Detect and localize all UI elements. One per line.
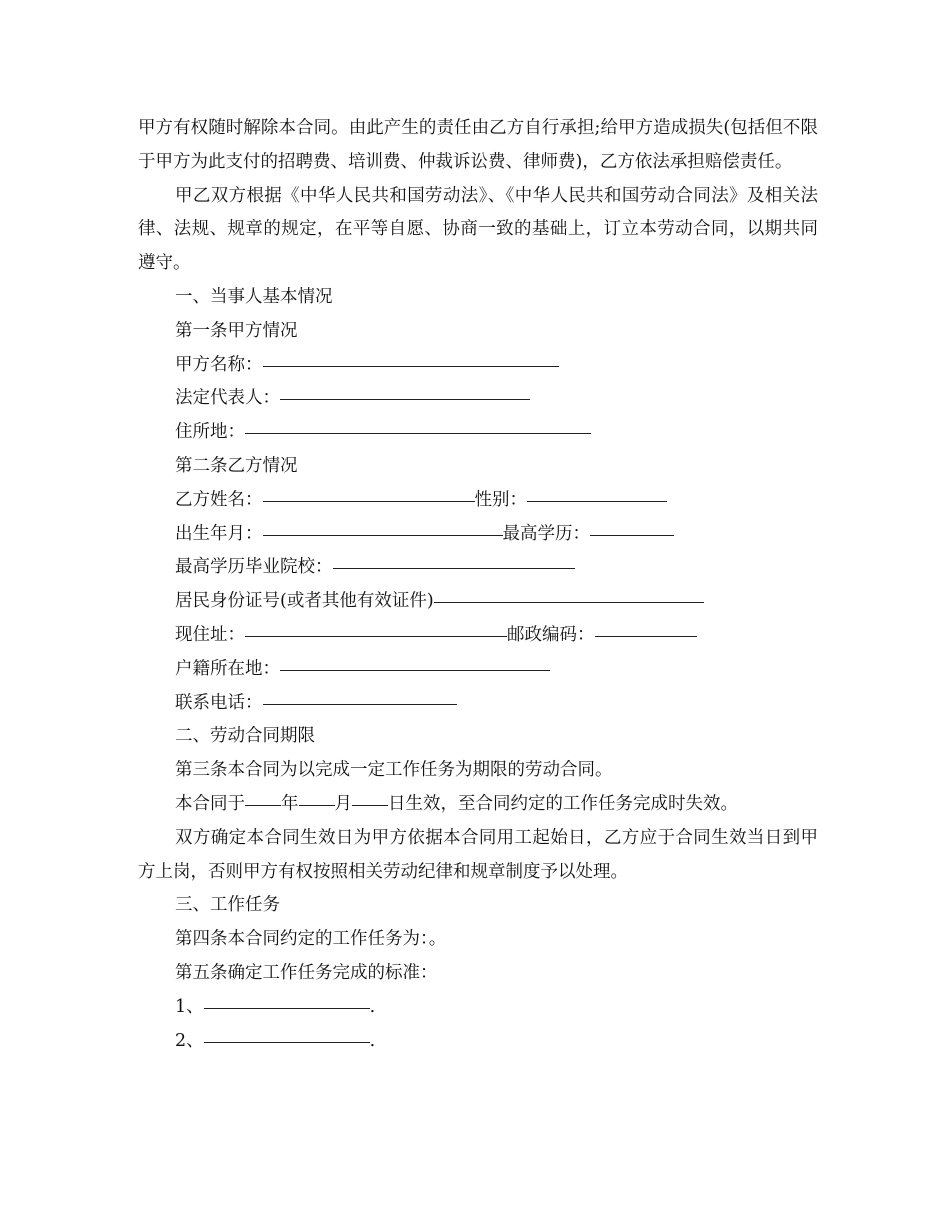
field-birth-education [138,518,818,552]
item-1-period: . [369,996,376,1017]
id-number-blank[interactable] [434,601,704,603]
section-heading-tasks: 三、工作任务 [175,895,280,916]
postcode-blank[interactable] [595,635,697,637]
effective-year-blank[interactable] [245,804,281,806]
year-label: 年 [281,793,299,814]
phone-label: 联系电话： [175,692,263,713]
paragraph-legal-basis: 甲乙双方根据《中华人民共和国劳动法》、《中华人民共和国劳动合同法》及相关法律、法规、规章的规定，在平等自愿、协商一致的基础上，订立本劳动合同，以期共同遵守。 [138,185,818,274]
legal-rep-label: 法定代表人： [175,388,280,409]
education-label: 最高学历： [502,523,590,544]
field-legal-representative [138,382,818,416]
legal-rep-blank[interactable] [280,398,530,400]
field-party-a-name [138,349,818,383]
effective-month-blank[interactable] [299,804,335,806]
paragraph-start-date: 双方确定本合同生效日为甲方依据本合同用工起始日，乙方应于合同生效当日到甲方上岗，否则甲方有权按照相关劳动纪律和规章制度予以处理。 [138,827,818,882]
item-1-blank[interactable] [204,1007,370,1009]
article-4: 第四条本合同约定的工作任务为：。 [175,929,447,950]
birth-blank[interactable] [263,534,503,536]
field-address-postcode [138,619,818,653]
current-address-blank[interactable] [245,635,507,637]
party-b-name-blank[interactable] [263,500,475,502]
paragraph-termination-liability: 甲方有权随时解除本合同。由此产生的责任由乙方自行承担;给甲方造成损失(包括但不限于甲方为此支付的招聘费、培训费、仲裁诉讼费、律师费)，乙方依法承担赔偿责任。 [138,118,818,172]
field-party-b-name-gender [138,484,818,518]
criterion-item-2 [138,1025,818,1059]
field-phone [138,687,818,721]
section-heading-parties: 一、当事人基本情况 [175,286,333,307]
gender-label: 性别： [474,489,527,510]
item-2-blank[interactable] [204,1041,370,1043]
effective-prefix: 本合同于 [175,793,245,814]
field-residence [138,416,818,450]
party-a-name-blank[interactable] [263,365,559,367]
effective-suffix: 日生效，至合同约定的工作任务完成时失效。 [388,793,738,814]
field-household [138,653,818,687]
party-b-name-label: 乙方姓名： [175,489,263,510]
article-3: 第三条本合同为以完成一定工作任务为期限的劳动合同。 [175,760,613,781]
party-a-name-label: 甲方名称： [175,354,263,375]
field-id-number [138,585,818,619]
gender-blank[interactable] [527,500,667,502]
school-label: 最高学历毕业院校： [175,557,333,578]
item-1-number: 1、 [175,996,204,1017]
residence-blank[interactable] [245,432,591,434]
item-2-period: . [369,1030,376,1051]
article-5: 第五条确定工作任务完成的标准： [175,962,438,983]
birth-label: 出生年月： [175,523,263,544]
current-address-label: 现住址： [175,624,245,645]
criterion-item-1 [138,991,818,1025]
school-blank[interactable] [333,567,575,569]
household-label: 户籍所在地： [175,658,280,679]
section-heading-term: 二、劳动合同期限 [175,726,315,747]
id-number-label: 居民身份证号(或者其他有效证件) [175,591,434,612]
residence-label: 住所地： [175,422,245,443]
article-2-heading: 第二条乙方情况 [175,455,298,476]
field-effective-date [138,788,818,822]
article-1-heading: 第一条甲方情况 [175,320,298,341]
education-blank[interactable] [590,534,674,536]
contract-body [138,112,818,1058]
effective-day-blank[interactable] [352,804,388,806]
month-label: 月 [334,793,352,814]
household-blank[interactable] [280,669,550,671]
postcode-label: 邮政编码： [507,624,595,645]
item-2-number: 2、 [175,1030,204,1051]
field-school [138,551,818,585]
phone-blank[interactable] [263,703,457,705]
